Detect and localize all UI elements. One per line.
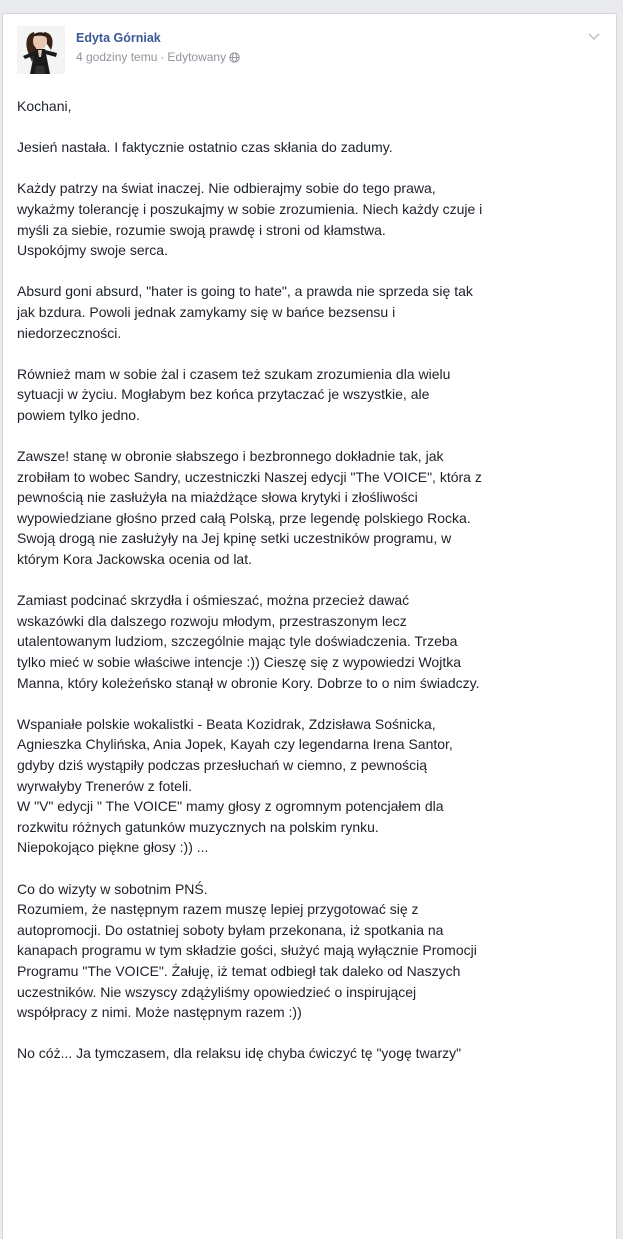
- post-options-button[interactable]: [586, 28, 602, 44]
- post-paragraph: Wspaniałe polskie wokalistki - Beata Kozidrak, Zdzisława Sośnicka, Agnieszka Chylińska, Ania Jopek, Kayah czy legendarna Irena Santor, gdyby dziś wystąpiły podczas przesłuchań w ciemno, z pewnością wyrwałyby Trenerów z foteli. W "V" edycji " The VOICE" mamy głosy z ogromnym potencjałem dla rozkwitu różnych gatunków muzycznych na polskim rynku. Niepokojąco piękne głosy :)) ...: [17, 715, 453, 856]
- post-header: [17, 26, 602, 76]
- post-meta: [76, 50, 240, 64]
- globe-icon: [229, 52, 240, 63]
- post-paragraph: Jesień nastała. I faktycznie ostatnio czas skłania do zadumy.: [17, 139, 393, 156]
- chevron-down-icon: [586, 28, 602, 44]
- post-paragraph: Kochani,: [17, 98, 72, 114]
- post-paragraph: Również mam w sobie żal i czasem też szukam zrozumienia dla wielu sytuacji w życiu. Mogłabym bez końca przytaczać je wszystkie, ale powiem tylko jedno.: [17, 365, 451, 423]
- avatar[interactable]: [17, 26, 65, 74]
- post-paragraph: Każdy patrzy na świat inaczej. Nie odbierajmy sobie do tego prawa, wykażmy tolerancję i poszukajmy w sobie zrozumienia. Niech każdy czuje i myśli za siebie, rozumie swoją prawdę i stroni od kłamstwa. Uspokójmy swoje serca.: [17, 180, 483, 259]
- post-timestamp[interactable]: 4 godziny temu: [76, 50, 158, 64]
- post-text: [17, 96, 607, 1085]
- post-paragraph: Co do wizyty w sobotnim PNŚ. Rozumiem, że następnym razem muszę lepiej przygotować się z autopromocji. Do ostatniej soboty byłam przekonana, iż spotkania na kanapach programu w tym składzie gości, służyć mają wyłącznie Promocji Programu "The VOICE". Żałuję, iż temat odbiegł tak daleko od Naszych uczestników. Nie wszyscy zdążyliśmy opowiedzieć o inspirującej współpracy z nimi. Może następnym razem :)): [17, 880, 477, 1021]
- author-name-link[interactable]: Edyta Górniak: [76, 31, 161, 45]
- meta-separator: ·: [160, 50, 165, 64]
- post-paragraph: Zamiast podcinać skrzydła i ośmieszać, można przecież dawać wskazówki dla dalszego rozwoju młodym, przestraszonym lecz utalentowanym ludziom, szczególnie mając tyle doświadczenia. Trzeba tylko mieć w sobie właściwe intencje :)) Cieszę się z wypowiedzi Wojtka Manna, który koleżeńsko stanął w obronie Kory. Dobrze to o nim świadczy.: [17, 592, 480, 691]
- profile-photo: [17, 26, 65, 74]
- post-paragraph: Zawsze! stanę w obronie słabszego i bezbronnego dokładnie tak, jak zrobiłam to wobec Sandry, uczestniczki Naszej edycji "The VOICE", która z pewnością nie zasłużyła na miażdżące słowa krytyki i złośliwości wypowiedziane głośno przed całą Polską, prze legendę polskiego Rocka. Swoją drogą nie zasłużyły na Jej kpinę setki uczestników programu, w którym Kora Jackowska ocenia od lat.: [17, 448, 482, 568]
- post-paragraph: Absurd goni absurd, "hater is going to hate", a prawda nie sprzeda się tak jak bzdura. Powoli jednak zamykamy się w bańce bezsensu i niedorzeczności.: [17, 283, 473, 341]
- post-card: [2, 13, 617, 1239]
- post-paragraph: No cóż... Ja tymczasem, dla relaksu idę chyba ćwiczyć tę "yogę twarzy": [17, 1045, 462, 1062]
- edited-label[interactable]: Edytowany: [167, 50, 227, 64]
